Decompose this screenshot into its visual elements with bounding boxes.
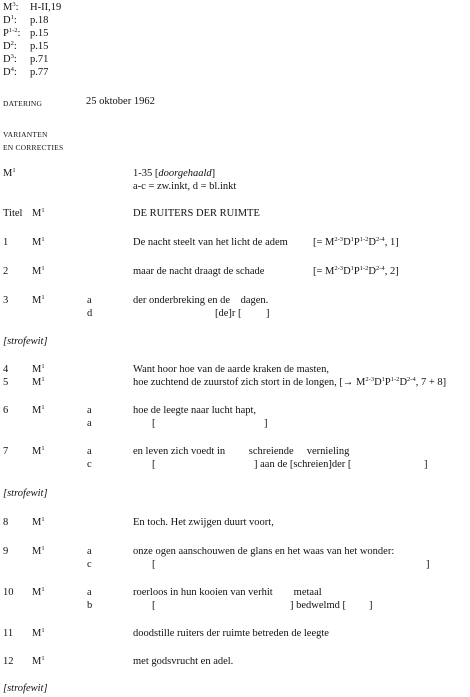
line-number: 6 bbox=[3, 405, 9, 416]
variant-fragment: ] bedwelmd [ bbox=[290, 600, 346, 611]
stage-letter: c bbox=[87, 559, 92, 570]
row-text: doodstille ruiters der ruimte betreden de leegte bbox=[133, 628, 329, 639]
row-sigil: $M^1$ bbox=[32, 376, 45, 388]
row-text: der onderbreking en de dagen. bbox=[133, 295, 269, 306]
variant-fragment: [de]r [ bbox=[215, 308, 242, 319]
variant-fragment: ] bbox=[264, 418, 268, 429]
witness-sigil: $P^{1-2}$: bbox=[3, 27, 21, 39]
line-number: 1 bbox=[3, 237, 9, 248]
witness-ref: p.15 bbox=[30, 41, 49, 52]
witness-ref: p.18 bbox=[30, 15, 49, 26]
variants-heading-line2: EN CORRECTIES bbox=[3, 143, 64, 152]
line-number: 2 bbox=[3, 266, 9, 277]
stage-letter: c bbox=[87, 459, 92, 470]
stage-letter: a bbox=[87, 587, 92, 598]
row-text: roerloos in hun kooien van verhit metaal bbox=[133, 587, 322, 598]
stage-letter: b bbox=[87, 600, 93, 611]
line-number: 11 bbox=[3, 628, 14, 639]
row-text: hoe de leegte naar lucht hapt, bbox=[133, 405, 257, 416]
witness-sigil: $D^4$: bbox=[3, 66, 17, 78]
row-sigil: $M^1$ bbox=[32, 363, 45, 375]
witness-sigil: $D^2$: bbox=[3, 40, 17, 52]
variant-fragment: [ bbox=[152, 459, 156, 470]
variant-fragment: [ bbox=[152, 600, 156, 611]
variant-fragment: ] bbox=[369, 600, 373, 611]
row-text: En toch. Het zwijgen duurt voort, bbox=[133, 517, 274, 528]
line-number: 3 bbox=[3, 295, 9, 306]
row-text: maar de nacht draagt de schade bbox=[133, 266, 265, 277]
stage-letter: a bbox=[87, 405, 92, 416]
variant-fragment: ] bbox=[266, 308, 270, 319]
variant-fragment: [ bbox=[152, 559, 156, 570]
m1-sigil: $M^1$ bbox=[3, 167, 16, 179]
line-number: 9 bbox=[3, 546, 9, 557]
row-sigil: $M^1$ bbox=[32, 265, 45, 277]
row-sigil: $M^1$ bbox=[32, 236, 45, 248]
row-sigil: $M^1$ bbox=[32, 627, 45, 639]
row-text: Want hoor hoe van de aarde kraken de masten, bbox=[133, 364, 329, 375]
stage-letter: a bbox=[87, 446, 92, 457]
witness-sigil: $D^1$: bbox=[3, 14, 17, 26]
stage-letter: a bbox=[87, 546, 92, 557]
line-number: 7 bbox=[3, 446, 9, 457]
stage-letter: d bbox=[87, 308, 93, 319]
variant-fragment: ] aan de [schreien]der [ bbox=[254, 459, 352, 470]
witness-sigil: $M^3$: bbox=[3, 1, 19, 13]
witness-ref: p.77 bbox=[30, 67, 49, 78]
stanza-break-note: [strofewit] bbox=[3, 488, 48, 499]
variants-heading-line1: VARIANTEN bbox=[3, 130, 48, 139]
m1-note-line1: 1-35 [doorgehaald] bbox=[133, 168, 216, 179]
row-text: De nacht steelt van het licht de adem bbox=[133, 237, 288, 248]
stanza-break-note: [strofewit] bbox=[3, 683, 48, 694]
line-number: 8 bbox=[3, 517, 9, 528]
row-sigil: $M^1$ bbox=[32, 516, 45, 528]
row-sigil: $M^1$ bbox=[32, 545, 45, 557]
title-sigil: $M^1$ bbox=[32, 207, 45, 219]
stanza-break-note: [strofewit] bbox=[3, 336, 48, 347]
row-sigil: $M^1$ bbox=[32, 655, 45, 667]
variant-fragment: ] bbox=[424, 459, 428, 470]
m1-note-line2: a-c = zw.inkt, d = bl.inkt bbox=[133, 181, 237, 192]
dating-value: 25 oktober 1962 bbox=[86, 96, 155, 107]
witness-ref: p.71 bbox=[30, 54, 49, 65]
stage-letter: a bbox=[87, 418, 92, 429]
row-reference: [= $M^{2-3}D^1P^{1-2}D^{2-4}$, 1] bbox=[313, 236, 399, 248]
row-text: met godsvrucht en adel. bbox=[133, 656, 234, 667]
row-text: onze ogen aanschouwen de glans en het waas van het wonder: bbox=[133, 546, 395, 557]
row-reference: [= $M^{2-3}D^1P^{1-2}D^{2-4}$, 2] bbox=[313, 265, 399, 277]
row-sigil: $M^1$ bbox=[32, 404, 45, 416]
variant-fragment: [ bbox=[152, 418, 156, 429]
row-text: en leven zich voedt in schreiende vernieling bbox=[133, 446, 350, 457]
title-text: DE RUITERS DER RUIMTE bbox=[133, 208, 260, 219]
line-number: 10 bbox=[3, 587, 14, 598]
row-text: hoe zuchtend de zuurstof zich stort in de longen, [→ $M^{2-3}D^1P^{1-2}D^{2-4}$, 7 + 8] bbox=[133, 376, 447, 388]
witness-sigil: $D^3$: bbox=[3, 53, 17, 65]
row-sigil: $M^1$ bbox=[32, 586, 45, 598]
witness-ref: p.15 bbox=[30, 28, 49, 39]
stage-letter: a bbox=[87, 295, 92, 306]
witness-ref: H-II,19 bbox=[30, 2, 62, 13]
row-sigil: $M^1$ bbox=[32, 445, 45, 457]
variant-fragment: ] bbox=[426, 559, 430, 570]
dating-label: DATERING bbox=[3, 99, 43, 108]
line-number: 5 bbox=[3, 377, 9, 388]
line-number: 4 bbox=[3, 364, 9, 375]
row-sigil: $M^1$ bbox=[32, 294, 45, 306]
title-label: Titel bbox=[3, 208, 23, 219]
line-number: 12 bbox=[3, 656, 14, 667]
